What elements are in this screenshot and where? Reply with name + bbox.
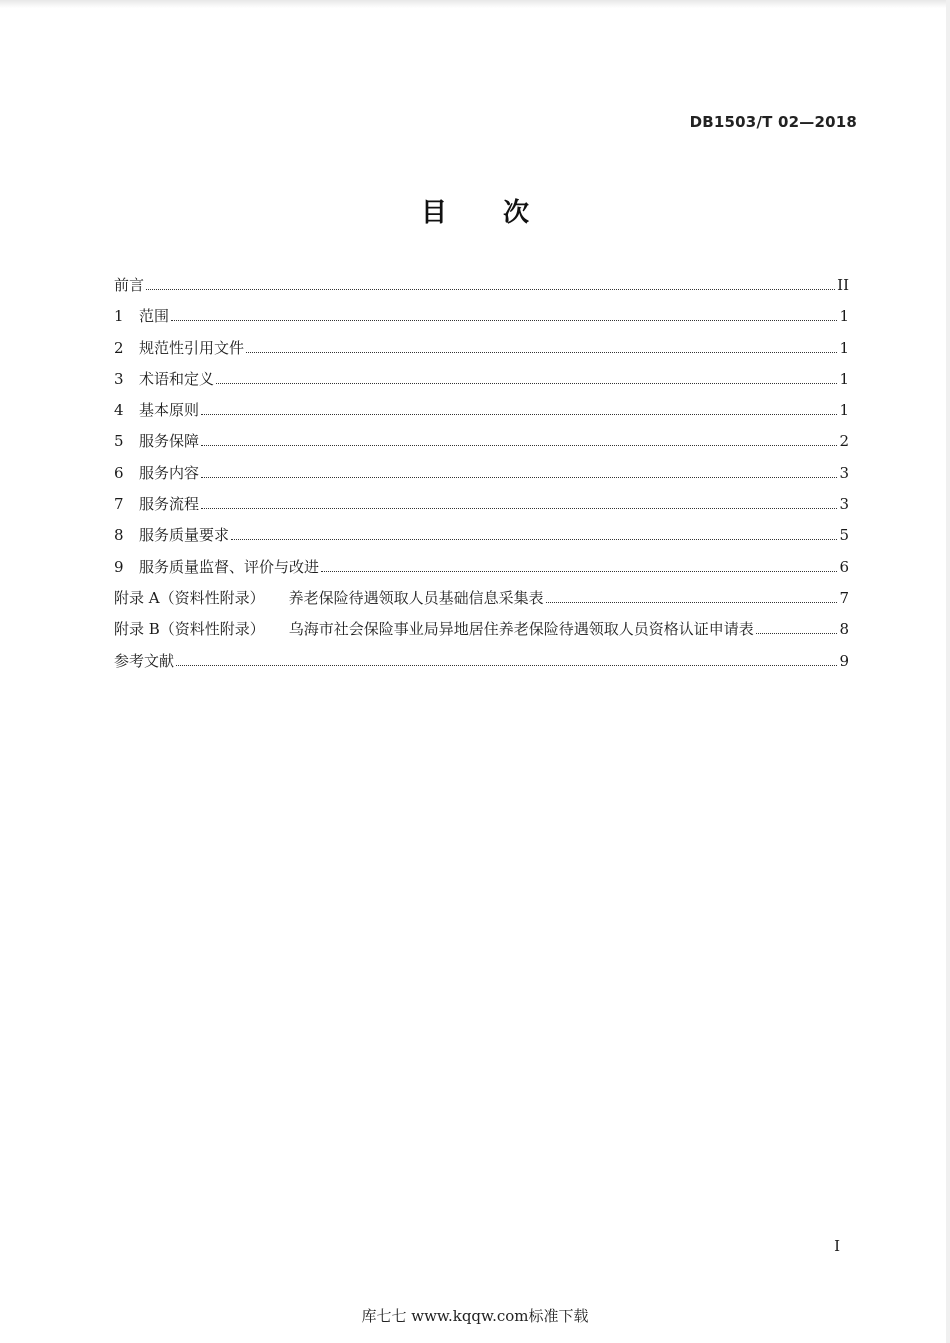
toc-entry-label: 参考文献 (114, 651, 175, 670)
page-title (0, 192, 950, 229)
toc-entry-label: 基本原则 (139, 401, 200, 420)
toc-entry-label: 服务流程 (139, 495, 200, 514)
toc-entry-page: 3 (839, 495, 849, 514)
toc-entry-number: 5 (114, 432, 124, 451)
toc-entry-label: 附录 A（资料性附录） (114, 588, 265, 607)
toc-entry[interactable] (114, 556, 849, 587)
toc-leader-dots (171, 320, 837, 321)
toc-leader-dots (546, 602, 838, 603)
toc-entry[interactable] (114, 337, 849, 368)
toc-entry-number: 4 (114, 401, 124, 420)
toc-entry-number: 9 (114, 557, 124, 576)
toc-entry[interactable] (114, 524, 849, 555)
toc-entry-label: 规范性引用文件 (139, 338, 245, 357)
toc-entry-label: 服务质量要求 (139, 526, 230, 545)
toc-entry-number: 6 (114, 463, 124, 482)
toc-entry-page: 8 (839, 620, 849, 639)
toc-entry-number: 7 (114, 495, 124, 514)
toc-entry-number: 3 (114, 369, 124, 388)
toc-entry-page: 7 (839, 588, 849, 607)
toc-entry-number: 2 (114, 338, 124, 357)
toc-entry-label: 术语和定义 (139, 369, 215, 388)
toc-leader-dots (176, 665, 837, 666)
toc-entry-page: 1 (839, 369, 849, 388)
toc-entry-page: II (837, 276, 849, 294)
toc-leader-dots (201, 445, 837, 446)
toc-entry-page: 3 (839, 463, 849, 482)
toc-entry-number: 1 (114, 307, 124, 326)
toc-entry[interactable] (114, 305, 849, 336)
toc-leader-dots (201, 477, 837, 478)
toc-entry[interactable] (114, 587, 849, 618)
toc-entry-label: 范围 (139, 307, 170, 326)
toc-entry-label: 前言 (114, 276, 145, 294)
toc-entry-page: 1 (839, 307, 849, 326)
toc-leader-dots (216, 383, 837, 384)
page-number: I (834, 1237, 840, 1255)
toc-entry-number: 8 (114, 526, 124, 545)
toc-entry-page: 6 (839, 557, 849, 576)
toc-entry[interactable] (114, 650, 849, 681)
toc-leader-dots (321, 571, 837, 572)
toc-leader-dots (756, 633, 838, 634)
toc-entry[interactable] (114, 462, 849, 493)
toc-entry-subtitle: 乌海市社会保险事业局异地居住养老保险待遇领取人员资格认证申请表 (288, 620, 754, 639)
toc-entry[interactable] (114, 274, 849, 305)
toc-leader-dots (201, 508, 837, 509)
title-char-2: 次 (503, 198, 530, 228)
toc-leader-dots (246, 352, 837, 353)
toc-entry[interactable] (114, 399, 849, 430)
toc-leader-dots (231, 539, 837, 540)
standard-code: DB1503/T 02—2018 (689, 113, 857, 131)
toc-entry-label: 服务内容 (139, 463, 200, 482)
toc-entry-page: 1 (839, 338, 849, 357)
toc-entry[interactable] (114, 368, 849, 399)
toc-leader-dots (146, 289, 835, 290)
toc-entry[interactable] (114, 493, 849, 524)
scan-edge (0, 0, 950, 8)
title-char-1: 目 (420, 198, 447, 228)
toc-entry-page: 5 (839, 526, 849, 545)
toc-leader-dots (201, 414, 837, 415)
toc-entry-label: 服务保障 (139, 432, 200, 451)
toc-entry-page: 9 (839, 651, 849, 670)
toc-entry-page: 2 (839, 432, 849, 451)
toc-entry-label: 服务质量监督、评价与改进 (139, 557, 320, 576)
toc-entry[interactable] (114, 618, 849, 649)
table-of-contents (114, 274, 849, 681)
toc-entry-page: 1 (839, 401, 849, 420)
toc-entry-label: 附录 B（资料性附录） (114, 620, 265, 639)
toc-entry-subtitle: 养老保险待遇领取人员基础信息采集表 (288, 588, 544, 607)
footer-watermark: 库七七 www.kqqw.com标准下载 (361, 1307, 589, 1325)
toc-entry[interactable] (114, 430, 849, 461)
